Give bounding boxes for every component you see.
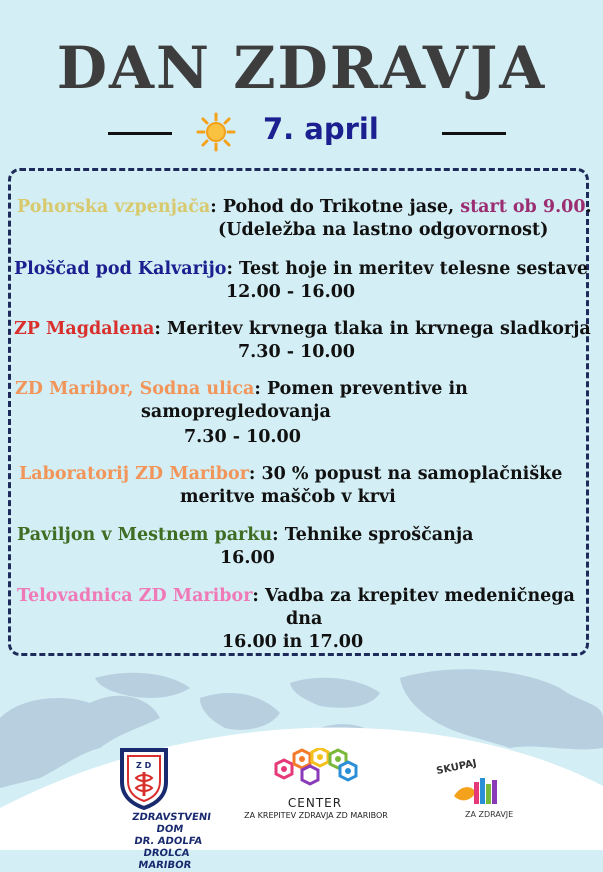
event-sep: :	[154, 319, 167, 339]
event-sep: :	[252, 586, 265, 606]
skupaj-logo-title: SKUPAJ	[435, 757, 478, 778]
crest-letters: Z D	[136, 761, 152, 770]
zd-maribor-name	[116, 812, 220, 872]
zd-name-line2: DR. ADOLFA DROLCA	[133, 836, 203, 859]
event-time: start ob 9.00	[460, 197, 586, 217]
event-pohorska	[17, 196, 592, 218]
event-text: Tehnike sproščanja	[284, 525, 474, 545]
event-text-line2: meritve maščob v krvi	[180, 487, 396, 507]
date-row	[0, 110, 603, 154]
center-hexagons-icon	[266, 748, 366, 796]
event-text: 30 % popust na samoplačniške	[261, 464, 563, 484]
skupaj-colorful-icon	[452, 774, 502, 810]
event-telovadnica	[17, 585, 575, 607]
event-text-line2: dna	[286, 609, 323, 629]
event-text: Pomen preventive in	[266, 379, 468, 399]
center-logo-title: CENTER	[287, 796, 343, 810]
event-magdalena	[14, 318, 591, 340]
event-sodna-ulica	[15, 378, 468, 400]
event-place: Paviljon v Mestnem parku	[17, 525, 273, 545]
event-place: Pohorska vzpenjača	[17, 197, 211, 217]
event-date: 7. april	[263, 112, 379, 146]
event-sep: :	[254, 379, 267, 399]
event-place: ZP Magdalena	[14, 319, 155, 339]
sun-icon	[196, 112, 236, 152]
center-logo-subtitle: ZA KREPITEV ZDRAVJA ZD MARIBOR	[244, 811, 388, 820]
event-place: Laboratorij ZD Maribor	[19, 464, 249, 484]
event-time: 16.00 in 17.00	[222, 632, 364, 652]
skupaj-logo-subtitle: ZA ZDRAVJE	[465, 810, 514, 819]
event-time: 12.00 - 16.00	[226, 282, 356, 302]
event-place: Ploščad pod Kalvarijo	[14, 259, 227, 279]
event-place: ZD Maribor, Sodna ulica	[15, 379, 255, 399]
event-sep: :	[272, 525, 285, 545]
page-title: DAN ZDRAVJA	[56, 34, 547, 102]
event-end: .	[585, 197, 592, 217]
event-laboratorij	[19, 463, 562, 485]
event-note: (Udeležba na lastno odgovornost)	[218, 220, 549, 240]
event-text: Meritev krvnega tlaka in krvnega sladkorja	[166, 319, 591, 339]
event-text: Test hoje in meritev telesne sestave	[239, 259, 589, 279]
event-time: 16.00	[220, 548, 275, 568]
right-rule	[442, 132, 506, 135]
event-time: 7.30 - 10.00	[184, 427, 301, 447]
left-rule	[108, 132, 172, 135]
event-place: Telovadnica ZD Maribor	[17, 586, 253, 606]
event-text-line2: samopregledovanja	[141, 402, 331, 422]
zd-name-line3: MARIBOR	[137, 860, 192, 871]
event-paviljon	[17, 524, 474, 546]
event-time: 7.30 - 10.00	[238, 342, 355, 362]
event-text: Vadba za krepitev medeničnega	[264, 586, 575, 606]
event-kalvarija	[14, 258, 588, 280]
event-text: Pohod do Trikotne jase,	[222, 197, 461, 217]
zd-name-line1: ZDRAVSTVENI DOM	[131, 812, 212, 835]
event-sep: :	[226, 259, 240, 279]
event-sep: :	[210, 197, 223, 217]
zd-maribor-crest-icon	[118, 746, 170, 810]
event-sep: :	[248, 464, 262, 484]
